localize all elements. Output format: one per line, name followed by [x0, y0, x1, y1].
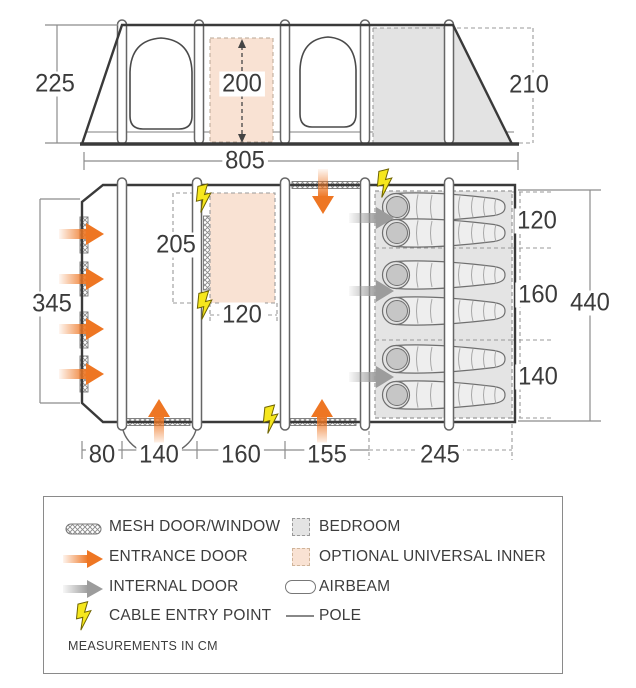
dim-label-140: 140	[136, 443, 181, 468]
legend-label-internal: INTERNAL DOOR	[109, 578, 239, 595]
dim-805-line	[84, 152, 518, 170]
measurements-note: MEASUREMENTS IN CM	[68, 639, 218, 653]
optional-inner-swatch-icon	[292, 548, 310, 566]
internal-door-icon	[63, 578, 105, 600]
bedroom-swatch-icon	[292, 518, 310, 536]
legend-label-pole: POLE	[319, 607, 362, 624]
legend-label-bedroom: BEDROOM	[319, 518, 401, 535]
pole-icon	[286, 615, 314, 617]
dim-label-210: 210	[506, 73, 551, 98]
dim-label-155: 155	[304, 443, 349, 468]
legend-label-cable: CABLE ENTRY POINT	[109, 607, 272, 624]
airbeam-icon	[285, 580, 316, 594]
mesh-icon	[65, 522, 103, 536]
legend-label-mesh: MESH DOOR/WINDOW	[109, 518, 281, 535]
dim-label-140-bedroom: 140	[515, 365, 560, 390]
dim-label-120-bedroom: 120	[514, 209, 559, 234]
dim-label-120-inner: 120	[219, 303, 264, 328]
dim-label-805: 805	[222, 149, 267, 174]
dim-label-245: 245	[417, 443, 462, 468]
legend	[43, 496, 563, 674]
dim-label-345: 345	[29, 292, 74, 317]
dim-label-80: 80	[86, 443, 118, 468]
dim-label-440: 440	[567, 291, 612, 316]
dim-label-205: 205	[153, 233, 198, 258]
elevation-window-2	[300, 37, 356, 127]
legend-label-entrance: ENTRANCE DOOR	[109, 548, 248, 565]
legend-label-airbeam: AIRBEAM	[319, 578, 391, 595]
dim-label-160-bedroom: 160	[515, 283, 560, 308]
dim-label-160: 160	[218, 443, 263, 468]
entrance-door-icon	[63, 548, 105, 570]
elevation-window-1	[130, 38, 192, 129]
optional-inner-area	[210, 193, 275, 303]
dim-label-225: 225	[32, 72, 77, 97]
elevation-bedroom-shading	[373, 26, 512, 143]
legend-label-optional-inner: OPTIONAL UNIVERSAL INNER	[319, 548, 546, 565]
elevation-view	[45, 20, 533, 170]
cable-entry-icon	[73, 601, 97, 631]
dim-label-200: 200	[219, 72, 264, 97]
